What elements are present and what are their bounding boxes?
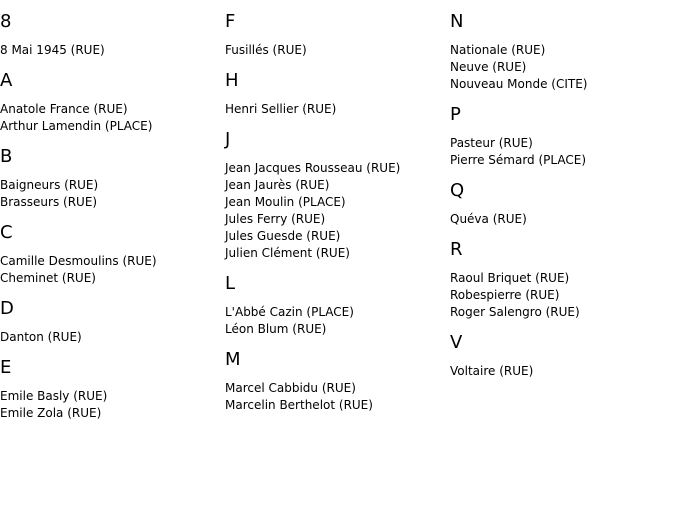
letter-heading: P (450, 104, 461, 125)
street-link[interactable]: Baigneurs (RUE) (0, 178, 99, 192)
street-list-item (450, 42, 670, 59)
street-link[interactable]: Pierre Sémard (PLACE) (450, 153, 586, 167)
street-link[interactable]: Roger Salengro (RUE) (450, 305, 580, 319)
street-list-item (0, 405, 220, 422)
letter-heading: V (450, 332, 463, 353)
street-list-item (0, 42, 220, 59)
street-link[interactable]: Raoul Briquet (RUE) (450, 271, 570, 285)
letter-group (0, 70, 220, 135)
street-link[interactable]: Henri Sellier (RUE) (225, 102, 337, 116)
letter-heading: L (225, 273, 236, 294)
street-link[interactable]: Léon Blum (RUE) (225, 322, 327, 336)
street-link[interactable]: Voltaire (RUE) (450, 364, 534, 378)
letter-heading: Q (450, 180, 465, 201)
street-list (0, 253, 220, 287)
letter-heading: M (225, 349, 241, 370)
street-link[interactable]: Jean Jacques Rousseau (RUE) (225, 161, 401, 175)
street-link[interactable]: Marcel Cabbidu (RUE) (225, 381, 356, 395)
street-list (450, 270, 670, 321)
street-link[interactable]: Quéva (RUE) (450, 212, 527, 226)
street-list (0, 42, 220, 59)
street-list-item (450, 270, 670, 287)
street-list-item (450, 287, 670, 304)
street-list-item (0, 329, 220, 346)
street-list-item (225, 397, 445, 414)
street-list (225, 160, 445, 262)
street-list (450, 363, 670, 380)
letter-heading: N (450, 11, 464, 32)
letter-group (450, 332, 670, 380)
letter-group (0, 146, 220, 211)
letter-group (450, 104, 670, 169)
street-list-item (225, 304, 445, 321)
letter-group (0, 357, 220, 422)
street-list-item (0, 101, 220, 118)
street-list-item (225, 211, 445, 228)
street-list-item (225, 245, 445, 262)
street-link[interactable]: Jules Ferry (RUE) (225, 212, 326, 226)
street-list (0, 177, 220, 211)
street-list-item (450, 363, 670, 380)
letter-group (0, 298, 220, 346)
letter-heading: A (0, 70, 13, 91)
street-list-item (450, 135, 670, 152)
letter-group (225, 349, 445, 414)
letter-heading: B (0, 146, 13, 167)
street-link[interactable]: Camille Desmoulins (RUE) (0, 254, 157, 268)
street-link[interactable]: Neuve (RUE) (450, 60, 527, 74)
street-link[interactable]: Marcelin Berthelot (RUE) (225, 398, 373, 412)
street-list-item (450, 152, 670, 169)
street-link[interactable]: L'Abbé Cazin (PLACE) (225, 305, 354, 319)
street-list-item (0, 118, 220, 135)
street-index-column (225, 0, 445, 414)
street-list (450, 135, 670, 169)
street-list-item (225, 160, 445, 177)
street-list-item (225, 228, 445, 245)
letter-heading: H (225, 70, 239, 91)
letter-group (450, 239, 670, 321)
street-list-item (450, 211, 670, 228)
street-link[interactable]: Robespierre (RUE) (450, 288, 560, 302)
street-link[interactable]: Emile Zola (RUE) (0, 406, 102, 420)
street-link[interactable]: Jean Jaurès (RUE) (225, 178, 330, 192)
letter-group (225, 70, 445, 118)
street-link[interactable]: Emile Basly (RUE) (0, 389, 108, 403)
street-link[interactable]: Nationale (RUE) (450, 43, 546, 57)
street-link[interactable]: Anatole France (RUE) (0, 102, 128, 116)
street-list-item (450, 59, 670, 76)
letter-group (0, 222, 220, 287)
letter-group (450, 11, 670, 93)
letter-heading: J (225, 129, 231, 150)
street-list (0, 101, 220, 135)
street-link[interactable]: Brasseurs (RUE) (0, 195, 98, 209)
street-list-item (0, 177, 220, 194)
letter-heading: 8 (0, 11, 12, 32)
street-list-item (225, 101, 445, 118)
street-link[interactable]: Cheminet (RUE) (0, 271, 96, 285)
street-list-item (0, 388, 220, 405)
street-link[interactable]: Arthur Lamendin (PLACE) (0, 119, 153, 133)
street-list-item (225, 321, 445, 338)
street-list-item (225, 194, 445, 211)
street-list-item (225, 177, 445, 194)
street-link[interactable]: Jules Guesde (RUE) (225, 229, 341, 243)
street-index-column (450, 0, 670, 380)
letter-heading: F (225, 11, 236, 32)
street-list-item (0, 253, 220, 270)
street-list-item (450, 76, 670, 93)
street-link[interactable]: Danton (RUE) (0, 330, 82, 344)
street-list (225, 101, 445, 118)
letter-group (225, 273, 445, 338)
street-index-column (0, 0, 220, 422)
street-list (0, 329, 220, 346)
street-list (0, 388, 220, 422)
street-list (450, 42, 670, 93)
letter-heading: D (0, 298, 14, 319)
street-list (225, 304, 445, 338)
street-list (225, 42, 445, 59)
letter-group (0, 11, 220, 59)
street-list-item (225, 42, 445, 59)
street-link[interactable]: Nouveau Monde (CITE) (450, 77, 588, 91)
letter-heading: C (0, 222, 13, 243)
street-link[interactable]: 8 Mai 1945 (RUE) (0, 43, 105, 57)
street-list-item (0, 194, 220, 211)
letter-group (225, 11, 445, 59)
letter-heading: R (450, 239, 463, 260)
street-list-item (0, 270, 220, 287)
letter-heading: E (0, 357, 12, 378)
street-link[interactable]: Julien Clément (RUE) (225, 246, 350, 260)
street-link[interactable]: Pasteur (RUE) (450, 136, 533, 150)
street-list-item (450, 304, 670, 321)
street-link[interactable]: Jean Moulin (PLACE) (225, 195, 346, 209)
street-list (225, 380, 445, 414)
letter-group (225, 129, 445, 262)
street-list-item (225, 380, 445, 397)
letter-group (450, 180, 670, 228)
street-link[interactable]: Fusillés (RUE) (225, 43, 307, 57)
street-list (450, 211, 670, 228)
